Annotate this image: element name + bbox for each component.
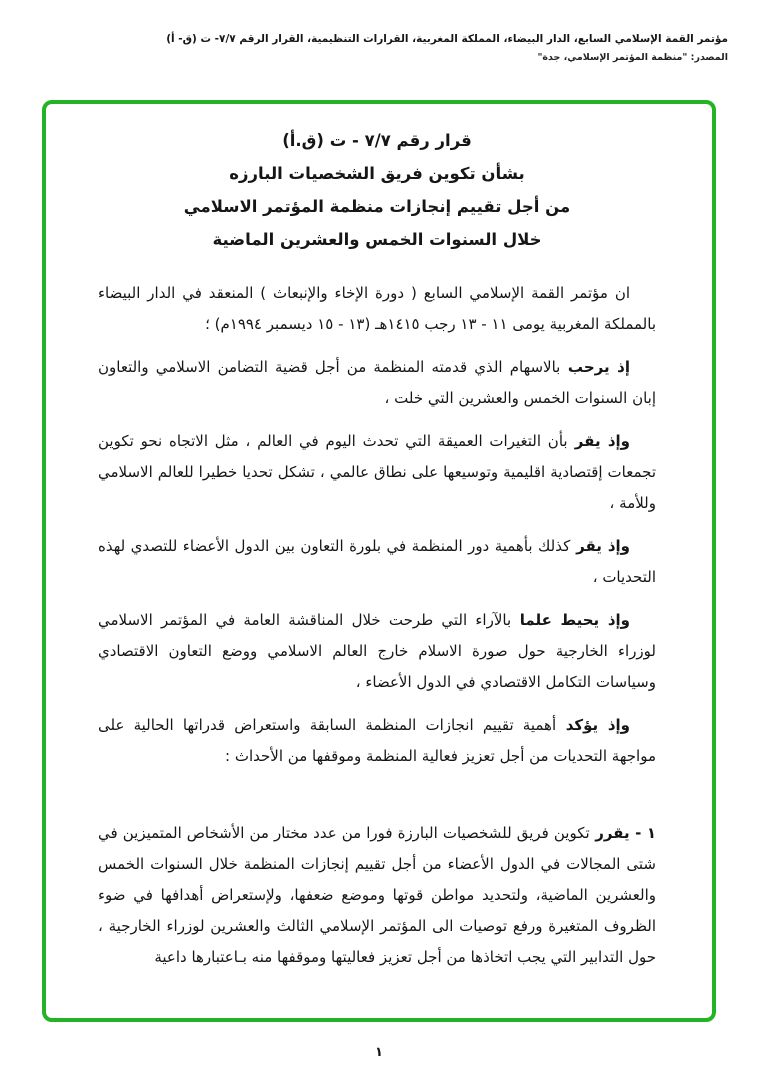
resolution-title: [98, 124, 656, 256]
clause-text: كذلك بأهمية دور المنظمة في بلورة التعاون بين الدول الأعضاء للتصدي لهذه التحديات ،: [98, 537, 656, 586]
resolution-paragraph: [98, 426, 656, 519]
resolution-paragraph: [98, 605, 656, 698]
clause-lead-word: وإذ يقر: [567, 432, 630, 450]
clause-lead-word: وإذ يقر: [570, 537, 630, 555]
title-line: من أجل تقييم إنجازات منظمة المؤتمر الاسلامي: [183, 197, 571, 216]
clause-text: بالآراء التي طرحت خلال المناقشة العامة في المؤتمر الاسلامي لوزراء الخارجية حول صورة الاسلام خارج العالم الاسلامي ووضع التعاون الاقتصادي وسياسات التكامل الاقتصادي في الدول الأعضاء ،: [98, 611, 656, 691]
clause-text: ان مؤتمر القمة الإسلامي السابع ( دورة الإخاء والإنبعاث ) المنعقد في الدار البيضاء بالمملكة المغربية يومى ١١ - ١٣ رجب ١٤١٥هـ (١٣ - ١٥ ديسمبر ١٩٩٤م) ؛: [98, 284, 656, 333]
clause-lead-word: وإذ يؤكد: [556, 716, 630, 734]
clause-lead-word: يقرر: [589, 824, 630, 842]
header-source: المصدر: "منظمة المؤتمر الإسلامي، جدة": [537, 52, 728, 64]
resolution-frame: [42, 100, 716, 1022]
clause-text: أهمية تقييم انجازات المنظمة السابقة واستعراض قدراتها الحالية على مواجهة التحديات من أجل تعزيز فعالية المنظمة وموقفها من الأحداث :: [98, 716, 656, 765]
clause-lead-word: إذ يرحب: [560, 358, 631, 376]
resolution-clause: [98, 818, 656, 973]
resolution-paragraph: [98, 278, 656, 340]
title-line: خلال السنوات الخمس والعشرين الماضية: [212, 230, 542, 249]
source-header: [30, 30, 728, 67]
clause-text: بالاسهام الذي قدمته المنظمة من أجل قضية التضامن الاسلامي والتعاون إبان السنوات الخمس والعشرين التي خلت ،: [98, 358, 656, 407]
clause-text: تكوين فريق للشخصيات البارزة فورا من عدد مختار من الأشخاص المتميزين في شتى المجالات في الدول الأعضاء من أجل تقييم إنجازات المنظمة خلال السنوات الخمس والعشرين الماضية، ولتحديد مواطن قوتها وموضع ضعفها، ولإستعراض أهدافها في ضوء الظروف المتغيرة ورفع توصيات الى المؤتمر الإسلامي الثالث والعشرين لوزراء الخارجية ، حول التدابير التي يجب اتخاذها من أجل تعزيز فعاليتها وموقفها منه بـاعتبارها داعية: [98, 824, 656, 966]
header-citation: مؤتمر القمة الإسلامي السابع، الدار البيضاء، المملكة المغربية، القرارات التنظيمية، القرار الرقم ٧/٧- ت (ق- أ): [166, 33, 728, 45]
resolution-paragraph: [98, 352, 656, 414]
page-number: ١: [375, 1045, 383, 1060]
title-line: بشأن تكوين فريق الشخصيات البارزه: [229, 164, 525, 183]
resolution-body: [98, 278, 656, 973]
resolution-paragraph: [98, 531, 656, 593]
resolution-paragraph: [98, 710, 656, 772]
clause-number: ١ -: [629, 824, 656, 842]
clause-lead-word: وإذ يحيط علما: [511, 611, 631, 629]
clause-text: بأن التغيرات العميقة التي تحدث اليوم في العالم ، مثل الاتجاه نحو تكوين تجمعات إقتصادية اقليمية وتوسيعها على نطاق عالمي ، تشكل تحديا خطيرا للعالم الاسلامي وللأمة ،: [98, 432, 656, 512]
title-line: قرار رقم ٧/٧ - ت (ق.أ): [282, 131, 472, 150]
